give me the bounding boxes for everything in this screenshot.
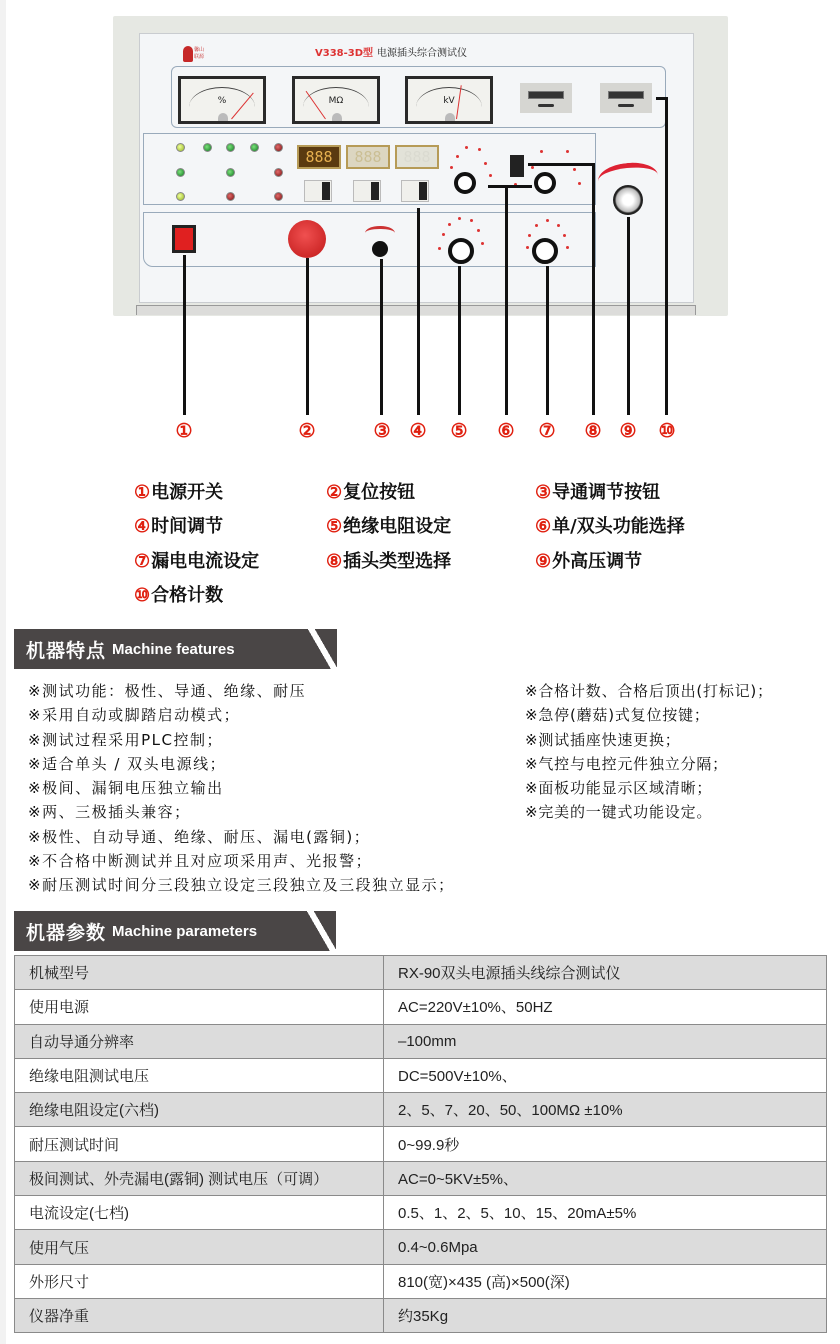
param-name: 电流设定(七档) xyxy=(15,1196,384,1230)
legend-item: ②复位按钮 xyxy=(326,482,416,503)
leakage-current-dial[interactable] xyxy=(532,238,558,264)
feature-item: ※面板功能显示区域清晰； xyxy=(525,779,713,798)
callout-8: ⑧ xyxy=(584,420,602,442)
callout-9: ⑨ xyxy=(619,420,637,442)
meter-high-voltage xyxy=(405,76,493,124)
meter-unit: kV xyxy=(443,96,455,106)
feature-item: ※急停(蘑菇)式复位按键； xyxy=(525,706,710,725)
param-name: 外形尺寸 xyxy=(15,1264,384,1298)
feature-item: ※适合单头 / 双头电源线； xyxy=(28,754,227,773)
time-thumbwheel-2[interactable] xyxy=(353,180,381,202)
feature-item: ※气控与电控元件独立分隔； xyxy=(525,754,728,773)
device-model: V338-3D型 xyxy=(315,48,374,59)
features-header xyxy=(14,629,335,669)
high-voltage-knob[interactable] xyxy=(613,185,643,215)
indicator-lamp xyxy=(176,168,185,177)
table-row xyxy=(15,1298,827,1332)
time-thumbwheel-1[interactable] xyxy=(304,180,332,202)
brand-text: 馨山 联源 xyxy=(194,47,205,60)
table-row xyxy=(15,1230,827,1264)
legend-item: ⑩合格计数 xyxy=(134,585,224,606)
feature-item: ※合格计数、合格后顶出(打标记)； xyxy=(525,682,773,700)
meter-unit: MΩ xyxy=(328,96,344,106)
param-name: 仪器净重 xyxy=(15,1298,384,1332)
time-thumbwheel-3[interactable] xyxy=(401,180,429,202)
param-value: 0.5、1、2、5、10、15、20mA±5% xyxy=(384,1196,827,1230)
table-row xyxy=(15,990,827,1024)
legend-item: ⑥单/双头功能选择 xyxy=(535,516,685,537)
plug-type-switch[interactable] xyxy=(510,155,524,177)
legend-item: ③导通调节按钮 xyxy=(535,482,661,503)
table-row xyxy=(15,1058,827,1092)
callout-5: ⑤ xyxy=(450,420,468,442)
param-value: 0.4~0.6Mpa xyxy=(384,1230,827,1264)
legend-item: ④时间调节 xyxy=(134,516,224,537)
feature-item: ※不合格中断测试并且对应项采用声、光报警； xyxy=(28,852,373,871)
device-name: 电源插头综合测试仪 xyxy=(377,48,468,59)
page-edge xyxy=(0,0,6,1344)
feature-item: ※耐压测试时间分三段独立设定三段独立及三段独立显示； xyxy=(28,876,455,895)
param-name: 绝缘电阻测试电压 xyxy=(15,1058,384,1092)
feature-item: ※完美的一键式功能设定。 xyxy=(525,803,713,822)
meter-unit: % xyxy=(217,96,227,106)
legend-item: ⑤绝缘电阻设定 xyxy=(326,516,452,537)
indicator-lamp xyxy=(226,192,235,201)
feature-item: ※采用自动或脚踏启动模式； xyxy=(28,706,241,725)
param-name: 极间测试、外壳漏电(露铜) 测试电压（可调） xyxy=(15,1161,384,1195)
indicator-lamp xyxy=(226,168,235,177)
indicator-lamp xyxy=(274,192,283,201)
single-head-function-dial[interactable] xyxy=(454,172,476,194)
indicator-lamp xyxy=(250,143,259,152)
indicator-lamp xyxy=(203,143,212,152)
callout-4: ④ xyxy=(409,420,427,442)
conduction-scale-arc xyxy=(365,226,395,240)
parameters-header xyxy=(14,911,334,951)
table-row xyxy=(15,956,827,990)
table-row xyxy=(15,1196,827,1230)
table-row xyxy=(15,1024,827,1058)
insulation-resistance-dial[interactable] xyxy=(448,238,474,264)
table-row xyxy=(15,1093,827,1127)
param-value: 0~99.9秒 xyxy=(384,1127,827,1161)
feature-item: ※两、三极插头兼容； xyxy=(28,803,191,822)
param-value: RX-90双头电源插头线综合测试仪 xyxy=(384,956,827,990)
brand-logo xyxy=(183,46,207,64)
indicator-lamp xyxy=(176,143,185,152)
callout-6: ⑥ xyxy=(497,420,515,442)
param-name: 自动导通分辨率 xyxy=(15,1024,384,1058)
table-row xyxy=(15,1264,827,1298)
param-value: –100mm xyxy=(384,1024,827,1058)
callout-10: ⑩ xyxy=(658,420,676,442)
pass-counter xyxy=(520,83,572,113)
feature-item: ※测试功能：极性、导通、绝缘、耐压 xyxy=(28,682,307,700)
param-value: AC=220V±10%、50HZ xyxy=(384,990,827,1024)
time-display-1: 888 xyxy=(297,145,341,169)
legend-item: ①电源开关 xyxy=(134,482,224,503)
device-lower-case xyxy=(136,305,696,315)
legend-item: ⑨外高压调节 xyxy=(535,551,643,572)
param-name: 使用电源 xyxy=(15,990,384,1024)
param-value: DC=500V±10%、 xyxy=(384,1058,827,1092)
param-name: 机械型号 xyxy=(15,956,384,990)
callout-1: ① xyxy=(175,420,193,442)
indicator-lamp xyxy=(176,192,185,201)
features-title-cn: 机器特点 xyxy=(26,639,107,662)
param-value: 约35Kg xyxy=(384,1298,827,1332)
param-value: AC=0~5KV±5%、 xyxy=(384,1161,827,1195)
callout-7: ⑦ xyxy=(538,420,556,442)
feature-item: ※测试过程采用PLC控制； xyxy=(28,730,223,749)
features-list-right xyxy=(525,679,773,825)
meter-conduction xyxy=(178,76,266,124)
indicator-lamp xyxy=(274,168,283,177)
meter-insulation xyxy=(292,76,380,124)
dual-head-function-dial[interactable] xyxy=(534,172,556,194)
param-value: 810(宽)×435 (高)×500(深) xyxy=(384,1264,827,1298)
logo-mark-icon xyxy=(183,46,193,62)
features-list-left xyxy=(28,679,455,898)
fail-counter xyxy=(600,83,652,113)
table-row xyxy=(15,1127,827,1161)
conduction-adjust-knob[interactable] xyxy=(372,241,388,257)
time-display-2: 888 xyxy=(346,145,390,169)
indicator-lamp xyxy=(226,143,235,152)
legend-item: ⑧插头类型选择 xyxy=(326,551,452,572)
parameters-table xyxy=(14,955,827,1333)
param-name: 绝缘电阻设定(六档) xyxy=(15,1093,384,1127)
param-value: 2、5、7、20、50、100MΩ ±10% xyxy=(384,1093,827,1127)
parameters-title-cn: 机器参数 xyxy=(26,921,107,944)
time-display-3: 888 xyxy=(395,145,439,169)
param-name: 耐压测试时间 xyxy=(15,1127,384,1161)
parameters-title-en: Machine parameters xyxy=(112,922,258,940)
reset-emergency-button[interactable] xyxy=(288,220,326,258)
feature-item: ※测试插座快速更换； xyxy=(525,730,681,749)
device-title xyxy=(315,44,467,59)
param-name: 使用气压 xyxy=(15,1230,384,1264)
callout-2: ② xyxy=(298,420,316,442)
indicator-lamp xyxy=(274,143,283,152)
legend-item: ⑦漏电电流设定 xyxy=(134,551,260,572)
power-switch[interactable] xyxy=(172,225,196,253)
feature-item: ※极间、漏铜电压独立输出 xyxy=(28,779,224,798)
features-title-en: Machine features xyxy=(112,640,235,658)
feature-item: ※极性、自动导通、绝缘、耐压、漏电(露铜)； xyxy=(28,827,371,846)
table-row xyxy=(15,1161,827,1195)
callout-3: ③ xyxy=(373,420,391,442)
